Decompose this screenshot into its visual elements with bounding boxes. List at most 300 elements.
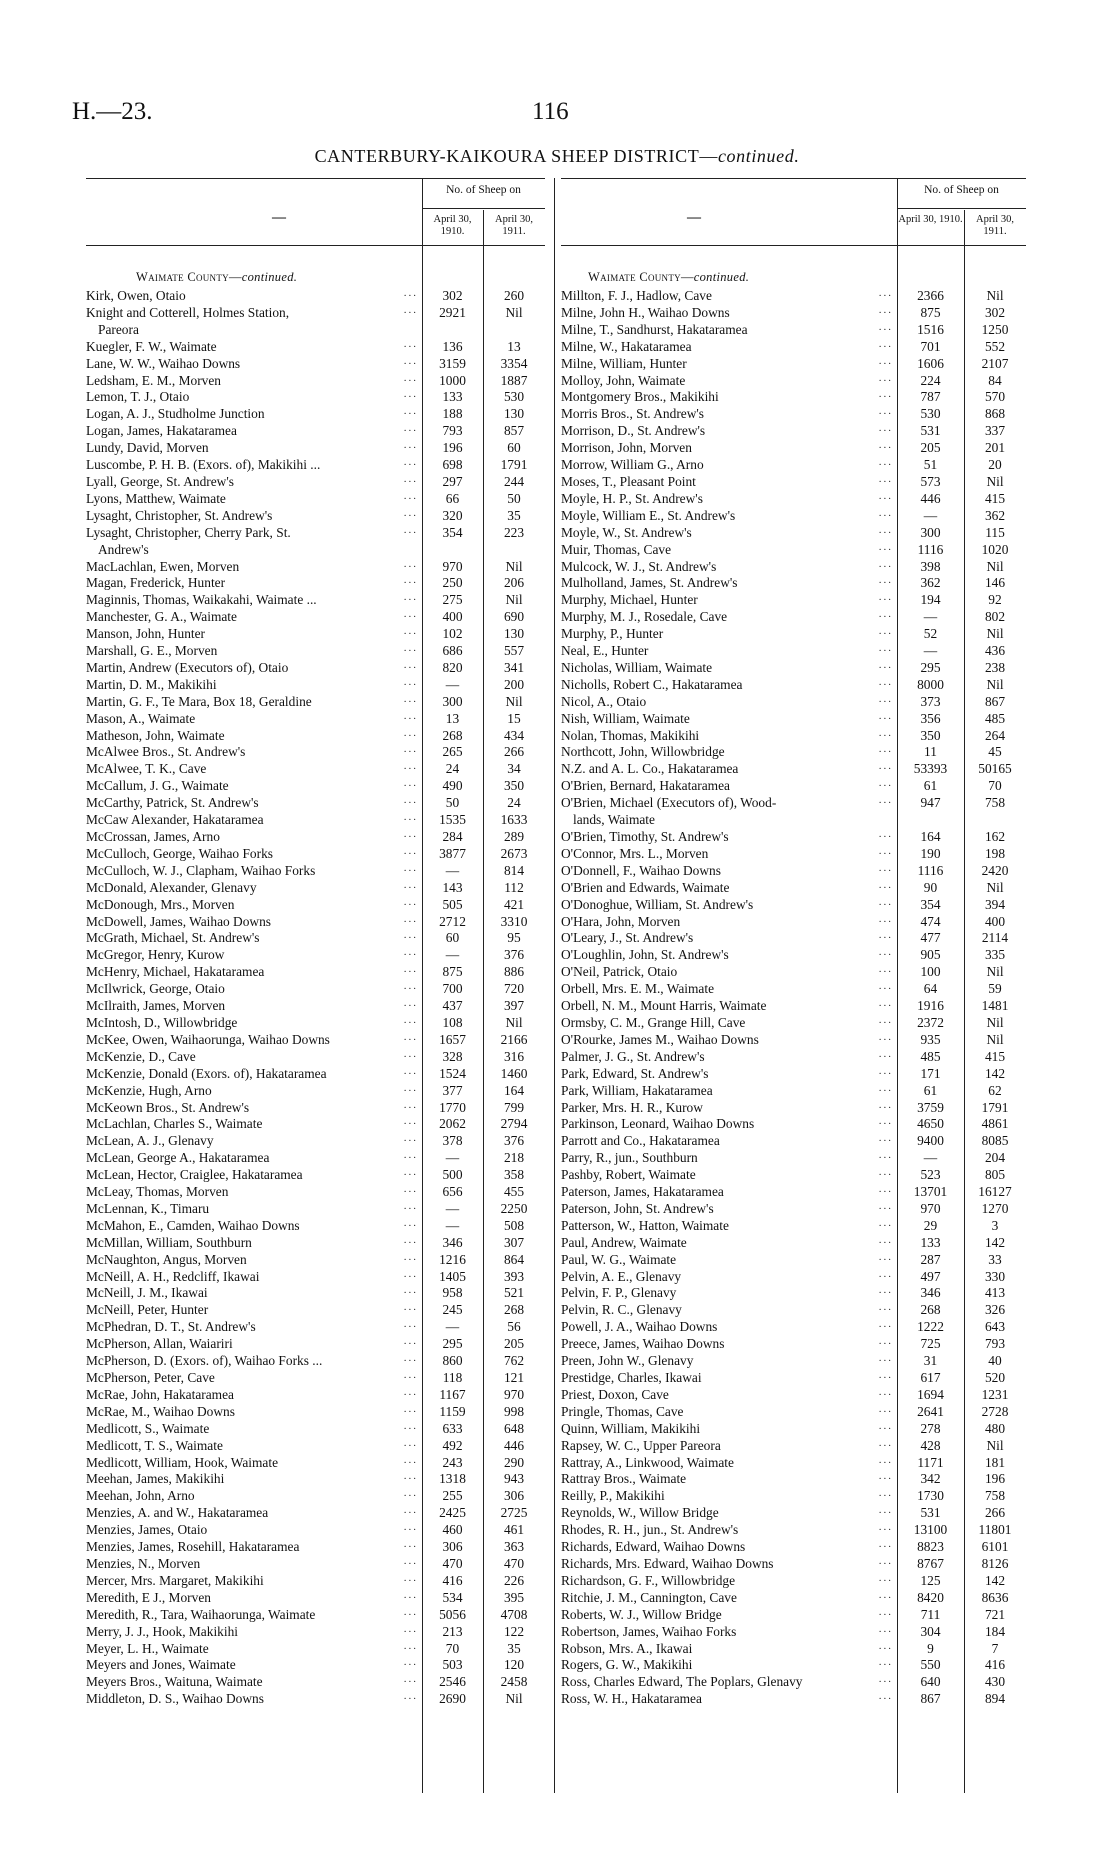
- entry-name: [86, 947, 422, 964]
- sheep-1910: 3159: [439, 355, 466, 371]
- table-row: [86, 389, 545, 406]
- entry-name: [86, 880, 422, 897]
- table-row: [86, 305, 545, 322]
- entry-name: [86, 1556, 422, 1573]
- table-row: [561, 339, 1026, 356]
- entry-name-text: Ritchie, J. M., Cannington, Cave: [561, 1590, 740, 1605]
- leader-dots: ...: [403, 1065, 418, 1077]
- sheep-1911: 421: [503, 896, 525, 912]
- sheep-1910: 2921: [439, 304, 466, 320]
- entry-name-text: Parkinson, Leonard, Waihao Downs: [561, 1116, 757, 1131]
- leader-dots: ...: [403, 1471, 418, 1483]
- leader-dots: ...: [878, 1014, 893, 1026]
- sheep-1911: 238: [984, 659, 1006, 675]
- sheep-1910: 490: [442, 778, 463, 794]
- sheep-1910: 196: [442, 440, 463, 456]
- sheep-1911: 4861: [981, 1116, 1009, 1132]
- leader-dots: ...: [878, 1555, 893, 1567]
- entry-name: [561, 525, 897, 542]
- table-row: [561, 457, 1026, 474]
- entry-name-text: Nicholas, William, Waimate: [561, 660, 715, 675]
- sheep-1911: 260: [503, 288, 525, 303]
- entry-name-text: Pashby, Robert, Waimate: [561, 1167, 699, 1182]
- entry-name: [561, 474, 897, 491]
- entry-name: [86, 1201, 422, 1218]
- sub-header-rule: [422, 208, 545, 209]
- sheep-1910: 190: [920, 845, 941, 861]
- sheep-1911: 758: [984, 1488, 1006, 1504]
- leader-dots: ...: [878, 609, 893, 621]
- entry-name-text: Morrison, D., St. Andrew's: [561, 423, 708, 438]
- table-row: [86, 1150, 545, 1167]
- sheep-1910: 213: [442, 1623, 463, 1639]
- table-row: [561, 356, 1026, 373]
- entry-name: [561, 1235, 897, 1252]
- entry-name-text: McNeill, J. M., Ikawai: [86, 1285, 211, 1300]
- sheep-1911: 1270: [981, 1200, 1009, 1216]
- entry-name: [86, 914, 422, 931]
- entry-name: [561, 947, 897, 964]
- leader-dots: ...: [403, 490, 418, 502]
- table-row: [561, 677, 1026, 694]
- leader-dots: ...: [878, 761, 893, 773]
- sheep-1911: 130: [503, 626, 525, 642]
- sheep-1911: 122: [503, 1623, 525, 1639]
- entry-name-text: Pareora: [98, 322, 142, 337]
- table-row: [86, 1471, 545, 1488]
- entry-name: [86, 1657, 422, 1674]
- sheep-1911: 1633: [500, 812, 528, 828]
- leader-dots: ...: [878, 1336, 893, 1348]
- sheep-1910: 1318: [439, 1471, 466, 1487]
- sheep-1910: 1916: [917, 998, 944, 1014]
- sheep-1911: 2420: [981, 862, 1009, 878]
- name-column-heading: —: [687, 210, 701, 225]
- leader-dots: ...: [403, 727, 418, 739]
- entry-name: [561, 575, 897, 592]
- entry-name-text: Ledsham, E. M., Morven: [86, 373, 224, 388]
- sheep-1910: 29: [923, 1217, 938, 1233]
- sheep-1910: 9: [927, 1640, 934, 1656]
- sheep-1911: 690: [503, 609, 525, 625]
- sheep-1911: Nil: [986, 1014, 1004, 1030]
- sheep-1910: 268: [920, 1302, 941, 1318]
- entry-name: [561, 1471, 897, 1488]
- table-row: [561, 1674, 1026, 1691]
- entry-name-text: McPherson, Peter, Cave: [86, 1370, 218, 1385]
- leader-dots: ...: [878, 964, 893, 976]
- entry-name-text: McAlwee Bros., St. Andrew's: [86, 744, 248, 759]
- table-row: [86, 1539, 545, 1556]
- sheep-1911: 758: [984, 795, 1006, 811]
- sheep-1910: —: [445, 947, 460, 963]
- leader-dots: ...: [403, 1268, 418, 1280]
- leader-dots: ...: [878, 795, 893, 807]
- entry-name: [86, 1133, 422, 1150]
- table-row: [86, 1133, 545, 1150]
- sheep-1911: 1460: [500, 1065, 528, 1081]
- sheep-1910: 342: [920, 1471, 941, 1487]
- leader-dots: ...: [403, 913, 418, 925]
- table-row: [86, 1455, 545, 1472]
- entry-name-text: Rhodes, R. H., jun., St. Andrew's: [561, 1522, 741, 1537]
- entry-name-text: Medlicott, T. S., Waimate: [86, 1438, 226, 1453]
- leader-dots: ...: [878, 389, 893, 401]
- sheep-1910: 61: [923, 778, 938, 794]
- table-row: [86, 1049, 545, 1066]
- leader-dots: ...: [403, 659, 418, 671]
- table-row: [561, 711, 1026, 728]
- sheep-1911: 142: [984, 1234, 1006, 1250]
- entry-name: [86, 964, 422, 981]
- sheep-1910: 377: [442, 1082, 463, 1098]
- entry-name: [86, 1336, 422, 1353]
- entry-name-text: Parker, Mrs. H. R., Kurow: [561, 1100, 706, 1115]
- entry-name-text: McKee, Owen, Waihaorunga, Waihao Downs: [86, 1032, 333, 1047]
- leader-dots: ...: [878, 406, 893, 418]
- sheep-1910: 250: [442, 575, 463, 591]
- entry-name: [561, 1252, 897, 1269]
- entry-name-text: Meyer, L. H., Waimate: [86, 1641, 212, 1656]
- entry-name-text: McPherson, Allan, Waiariri: [86, 1336, 236, 1351]
- table-row: [561, 1235, 1026, 1252]
- table-row: [86, 1015, 545, 1032]
- sheep-1910: 8420: [917, 1589, 944, 1605]
- table-row: [561, 998, 1026, 1015]
- table-row: [86, 1505, 545, 1522]
- entry-name: [86, 609, 422, 626]
- table-row: [86, 491, 545, 508]
- leader-dots: ...: [878, 1031, 893, 1043]
- entry-name: [86, 559, 422, 576]
- sheep-1910: 66: [445, 490, 460, 506]
- entry-name: [561, 1539, 897, 1556]
- county-suffix: continued.: [693, 270, 750, 284]
- sheep-1911: 395: [503, 1589, 525, 1605]
- entry-name-text: Mulcock, W. J., St. Andrew's: [561, 559, 719, 574]
- table-row: [86, 609, 545, 626]
- sheep-1910: 118: [442, 1370, 463, 1385]
- sheep-1911: Nil: [986, 879, 1004, 895]
- name-column-heading: —: [272, 210, 286, 225]
- sheep-1911: 762: [503, 1353, 525, 1369]
- entry-name: [561, 1201, 897, 1218]
- table-row: [86, 288, 545, 305]
- leader-dots: ...: [403, 626, 418, 638]
- sheep-1910: 328: [442, 1048, 463, 1064]
- sheep-1911: 413: [984, 1285, 1006, 1301]
- table-row: [86, 525, 545, 542]
- sheep-1911: 1887: [500, 372, 528, 388]
- leader-dots: ...: [878, 524, 893, 536]
- table-row: [86, 677, 545, 694]
- leader-dots: ...: [403, 1640, 418, 1652]
- sheep-1910: 905: [920, 947, 941, 963]
- sheep-1910: 297: [442, 473, 463, 489]
- page-title: [0, 146, 1114, 167]
- sheep-1911: 4708: [500, 1606, 528, 1622]
- sheep-1910: 1159: [439, 1403, 466, 1419]
- entry-name: [86, 1387, 422, 1404]
- leader-dots: ...: [878, 1623, 893, 1635]
- entry-name-text: Moyle, H. P., St. Andrew's: [561, 491, 706, 506]
- entry-name-text: Nish, William, Waimate: [561, 711, 693, 726]
- table-row: [561, 1353, 1026, 1370]
- entry-name: [561, 1269, 897, 1286]
- entry-name: [86, 575, 422, 592]
- table-row: [86, 1353, 545, 1370]
- entry-name: [86, 339, 422, 356]
- table-row: [86, 880, 545, 897]
- entry-name-text: McRae, John, Hakataramea: [86, 1387, 237, 1402]
- table-row: [86, 356, 545, 373]
- table-row: [86, 423, 545, 440]
- entry-name-text: McAlwee, T. K., Cave: [86, 761, 209, 776]
- table-row: [86, 643, 545, 660]
- entry-name-text: Menzies, James, Otaio: [86, 1522, 210, 1537]
- sheep-1911: 198: [984, 845, 1006, 861]
- table-row: [561, 964, 1026, 981]
- sheep-1910: 1171: [917, 1454, 944, 1470]
- entry-name-text: Pelvin, A. E., Glenavy: [561, 1269, 684, 1284]
- leader-dots: ...: [403, 1014, 418, 1026]
- sheep-1910: 108: [442, 1014, 463, 1030]
- entry-name-text: Orbell, Mrs. E. M., Waimate: [561, 981, 717, 996]
- left-rows: [86, 288, 545, 1708]
- table-row: [561, 812, 1026, 829]
- sheep-1910: 1405: [439, 1268, 466, 1284]
- entry-name-text: Martin, Andrew (Executors of), Otaio: [86, 660, 291, 675]
- leader-dots: ...: [403, 338, 418, 350]
- leader-dots: ...: [878, 626, 893, 638]
- leader-dots: ...: [878, 845, 893, 857]
- entry-name-text: Lundy, David, Morven: [86, 440, 212, 455]
- entry-name: [561, 1505, 897, 1522]
- table-row: [561, 626, 1026, 643]
- entry-name: [561, 559, 897, 576]
- sheep-1910: 373: [920, 693, 941, 709]
- entry-name-text: MacLachlan, Ewen, Morven: [86, 559, 242, 574]
- leader-dots: ...: [878, 355, 893, 367]
- sheep-1910: 656: [442, 1184, 463, 1200]
- sheep-1910: 350: [920, 727, 941, 743]
- leader-dots: ...: [878, 1133, 893, 1145]
- entry-name-text: McIlwrick, George, Otaio: [86, 981, 228, 996]
- table-row: [561, 406, 1026, 423]
- sheep-1911: Nil: [505, 592, 523, 608]
- sheep-1911: Nil: [986, 473, 1004, 489]
- table-row: [561, 1641, 1026, 1658]
- entry-name: [561, 305, 897, 322]
- table-row: [561, 1556, 1026, 1573]
- entry-name-text: Menzies, A. and W., Hakataramea: [86, 1505, 271, 1520]
- sheep-1911: 92: [988, 592, 1002, 608]
- sheep-1910: 505: [442, 896, 463, 912]
- leader-dots: ...: [403, 1488, 418, 1500]
- leader-dots: ...: [878, 592, 893, 604]
- entry-name: [561, 1184, 897, 1201]
- sheep-1910: 1606: [917, 355, 944, 371]
- table-row: [561, 1150, 1026, 1167]
- entry-name-text: Ross, W. H., Hakataramea: [561, 1691, 705, 1706]
- leader-dots: ...: [403, 862, 418, 874]
- leader-dots: ...: [878, 1184, 893, 1196]
- table-row: [561, 1083, 1026, 1100]
- table-row: [561, 795, 1026, 812]
- sheep-1910: —: [445, 676, 460, 692]
- sheep-1910: 31: [923, 1353, 938, 1369]
- sheep-1911: 864: [503, 1251, 525, 1267]
- entry-name-text: Rattray, A., Linkwood, Waimate: [561, 1455, 737, 1470]
- sheep-1911: 2725: [500, 1505, 528, 1521]
- sheep-1911: 415: [984, 1048, 1006, 1064]
- leader-dots: ...: [878, 1488, 893, 1500]
- entry-name: [86, 288, 422, 305]
- table-row: [86, 1235, 545, 1252]
- half-divider: [554, 178, 555, 1793]
- leader-dots: ...: [878, 372, 893, 384]
- table-row: [86, 1556, 545, 1573]
- table-row: [86, 1167, 545, 1184]
- leader-dots: ...: [403, 406, 418, 418]
- sheep-1911: Nil: [986, 1437, 1004, 1453]
- sheep-1911: 306: [503, 1488, 525, 1504]
- entry-name-text: Robson, Mrs. A., Ikawai: [561, 1641, 695, 1656]
- entry-name-text: Meyers and Jones, Waimate: [86, 1657, 239, 1672]
- leader-dots: ...: [403, 1674, 418, 1686]
- leader-dots: ...: [878, 1234, 893, 1246]
- sheep-1910: 1535: [439, 812, 466, 828]
- sheep-1910: 970: [442, 558, 463, 574]
- entry-name: [86, 1421, 422, 1438]
- sheep-1910: 725: [920, 1336, 941, 1352]
- leader-dots: ...: [403, 1251, 418, 1263]
- sheep-1911: 799: [503, 1099, 525, 1115]
- sheep-1910: 711: [920, 1606, 941, 1622]
- sheep-1911: 416: [984, 1657, 1006, 1673]
- table-row: [561, 930, 1026, 947]
- entry-name: [561, 1674, 897, 1691]
- sheep-1911: 530: [503, 389, 525, 405]
- table-row: [561, 1167, 1026, 1184]
- sheep-1911: 341: [503, 659, 525, 675]
- table-row: [561, 778, 1026, 795]
- leader-dots: ...: [403, 1031, 418, 1043]
- leader-dots: ...: [878, 1471, 893, 1483]
- entry-name-text: Neal, E., Hunter: [561, 643, 651, 658]
- leader-dots: ...: [403, 372, 418, 384]
- entry-name-text: Palmer, J. G., St. Andrew's: [561, 1049, 708, 1064]
- sheep-1910: 50: [445, 795, 460, 811]
- entry-name: [561, 694, 897, 711]
- table-row: [561, 1607, 1026, 1624]
- sheep-1910: 1770: [439, 1099, 466, 1115]
- table-row: [86, 1370, 545, 1387]
- leader-dots: ...: [403, 1336, 418, 1348]
- entry-name: [86, 1607, 422, 1624]
- leader-dots: ...: [403, 1133, 418, 1145]
- leader-dots: ...: [878, 659, 893, 671]
- leader-dots: ...: [403, 1589, 418, 1601]
- sheep-1911: 363: [503, 1539, 525, 1555]
- table-row: [561, 389, 1026, 406]
- table-row: [86, 1302, 545, 1319]
- entry-name-text: Ross, Charles Edward, The Poplars, Glenavy: [561, 1674, 806, 1689]
- leader-dots: ...: [878, 1386, 893, 1398]
- leader-dots: ...: [403, 1403, 418, 1415]
- sheep-1910: 245: [442, 1302, 463, 1318]
- entry-name-text: Reilly, P., Makikihi: [561, 1488, 668, 1503]
- entry-name: [561, 423, 897, 440]
- leader-dots: ...: [403, 1167, 418, 1179]
- sheep-1910: 52: [923, 626, 938, 642]
- sheep-1911: 201: [984, 440, 1006, 456]
- sheep-1911: 2166: [500, 1031, 528, 1047]
- entry-name: [86, 1032, 422, 1049]
- entry-name-text: Manchester, G. A., Waimate: [86, 609, 240, 624]
- leader-dots: ...: [403, 879, 418, 891]
- sheep-1910: 1524: [439, 1065, 466, 1081]
- entry-name-text: Knight and Cotterell, Holmes Station,: [86, 305, 292, 320]
- sheep-1910: 224: [920, 372, 941, 388]
- sheep-1910: 300: [920, 524, 941, 540]
- leader-dots: ...: [878, 1370, 893, 1381]
- table-row: [86, 457, 545, 474]
- entry-name: [561, 1032, 897, 1049]
- year-1911-label: April 30, 1911.: [976, 214, 1014, 237]
- entry-name-text: McMahon, E., Camden, Waihao Downs: [86, 1218, 303, 1233]
- sheep-1911: 146: [984, 575, 1006, 591]
- entry-name-text: Lane, W. W., Waihao Downs: [86, 356, 243, 371]
- entry-name-text: Lemon, T. J., Otaio: [86, 389, 192, 404]
- sub-header-rule: [897, 208, 1026, 209]
- entry-name: [561, 1556, 897, 1573]
- sheep-1911: 358: [503, 1167, 525, 1183]
- entry-name: [86, 795, 422, 812]
- table-row: [561, 1438, 1026, 1455]
- table-row: [86, 744, 545, 761]
- leader-dots: ...: [403, 1420, 418, 1432]
- leader-dots: ...: [878, 541, 893, 553]
- leader-dots: ...: [878, 1302, 893, 1314]
- sheep-1911: 290: [503, 1454, 525, 1470]
- entry-name: [561, 1285, 897, 1302]
- entry-name-text: McDonald, Alexander, Glenavy: [86, 880, 260, 895]
- sheep-1911: 70: [988, 778, 1002, 794]
- entry-name-text: McIntosh, D., Willowbridge: [86, 1015, 240, 1030]
- entry-name-text: McHenry, Michael, Hakataramea: [86, 964, 267, 979]
- sheep-1911: 35: [507, 507, 521, 523]
- sheep-1911: 244: [503, 473, 525, 489]
- table-row: [561, 1573, 1026, 1590]
- entry-name-text: Paterson, John, St. Andrew's: [561, 1201, 717, 1216]
- leader-dots: ...: [403, 998, 418, 1010]
- entry-name: [561, 1116, 897, 1133]
- entry-name-text: Morrow, William G., Arno: [561, 457, 707, 472]
- leader-dots: ...: [403, 693, 418, 705]
- entry-name: [86, 829, 422, 846]
- sheep-1911: 204: [984, 1150, 1006, 1166]
- entry-name-text: Northcott, John, Willowbridge: [561, 744, 728, 759]
- sheep-on-label: No. of Sheep on: [924, 184, 999, 196]
- sheep-1911: 142: [984, 1572, 1006, 1588]
- entry-name: [561, 1657, 897, 1674]
- table-row: [561, 1539, 1026, 1556]
- entry-name-text: McNeill, Peter, Hunter: [86, 1302, 211, 1317]
- entry-name-text: McCrossan, James, Arno: [86, 829, 223, 844]
- sheep-1910: 1116: [917, 862, 944, 878]
- entry-name: [561, 795, 897, 812]
